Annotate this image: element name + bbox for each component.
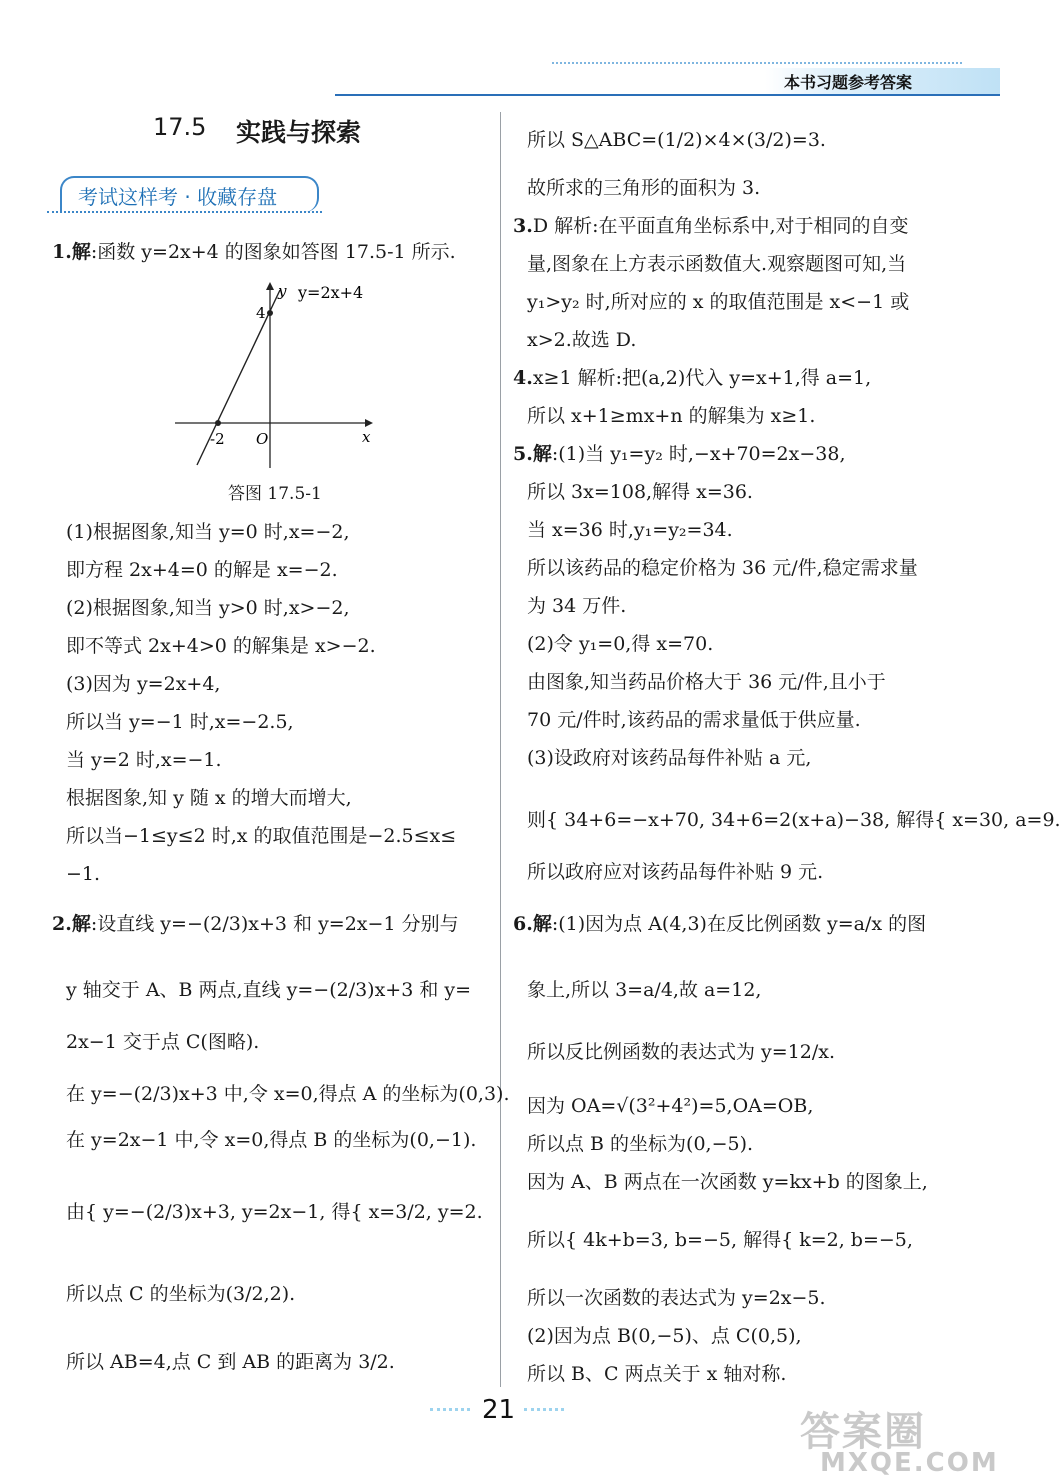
right-text: x>2.故选 D.	[527, 329, 637, 351]
watermark-logo: 答案圈	[800, 1409, 926, 1455]
left-text: 即不等式 2x+4>0 的解集是 x>−2.	[66, 635, 376, 657]
right-line	[527, 632, 713, 656]
right-line	[527, 708, 861, 732]
left-line	[66, 1350, 395, 1374]
left-line	[66, 1082, 510, 1106]
right-text: 量,图象在上方表示函数值大.观察题图可知,当	[527, 253, 907, 275]
right-line	[527, 128, 826, 152]
right-text: 所以该药品的稳定价格为 36 元/件,稳定需求量	[527, 557, 918, 579]
left-line	[66, 1200, 483, 1224]
right-line	[527, 1170, 928, 1194]
origin-label: O	[256, 430, 269, 448]
right-line	[527, 1362, 786, 1386]
left-text: (2)根据图象,知当 y>0 时,x>−2,	[66, 597, 350, 619]
left-item-number: 2.解	[52, 913, 91, 935]
right-line	[527, 518, 733, 542]
left-line	[66, 786, 352, 810]
right-line	[527, 480, 753, 504]
header-label: 本书习题参考答案	[784, 73, 913, 92]
footer-dots-left	[430, 1408, 470, 1417]
x-axis-arrow	[365, 419, 373, 427]
section-title: 实践与探索	[236, 118, 362, 147]
right-text: 所以点 B 的坐标为(0,−5).	[527, 1133, 754, 1155]
right-text: :(1)因为点 A(4,3)在反比例函数 y=a/x 的图	[551, 913, 927, 935]
right-line	[527, 404, 815, 428]
line-label: y=2x+4	[298, 283, 364, 302]
left-text: −1.	[66, 863, 101, 885]
right-line	[513, 214, 909, 238]
right-line	[527, 594, 626, 618]
left-text: 即方程 2x+4=0 的解是 x=−2.	[66, 559, 338, 581]
right-line	[513, 442, 846, 466]
left-text: 所以当−1≤y≤2 时,x 的取值范围是−2.5≤x≤	[66, 825, 457, 847]
x-tick-label: -2	[210, 430, 225, 448]
left-line	[66, 862, 100, 886]
right-text: 当 x=36 时,y₁=y₂=34.	[527, 519, 733, 541]
left-text: 由{ y=−(2/3)x+3, y=2x−1, 得{ x=3/2, y=2.	[66, 1201, 483, 1223]
right-text: 70 元/件时,该药品的需求量低于供应量.	[527, 709, 861, 731]
right-line	[527, 1132, 753, 1156]
right-item-number: 4.	[513, 367, 533, 389]
left-line	[66, 1282, 295, 1306]
right-text: :(1)当 y₁=y₂ 时,−x+70=2x−38,	[551, 443, 846, 465]
right-line	[527, 670, 886, 694]
right-line	[527, 746, 811, 770]
left-line	[66, 710, 294, 734]
right-text: 故所求的三角形的面积为 3.	[527, 177, 761, 199]
left-text: :设直线 y=−(2/3)x+3 和 y=2x−1 分别与	[90, 913, 459, 935]
right-line	[527, 1094, 813, 1118]
watermark-url: MXQE.COM	[820, 1448, 999, 1478]
right-line	[527, 1040, 835, 1064]
right-text: 为 34 万件.	[527, 595, 627, 617]
left-line	[66, 748, 222, 772]
left-line	[66, 978, 471, 1002]
graph-figure	[170, 278, 380, 478]
right-text: 所以 B、C 两点关于 x 轴对称.	[527, 1363, 787, 1385]
banner-text: 考试这样考 · 收藏存盘	[78, 185, 278, 209]
left-line	[66, 672, 220, 696]
y-axis-label: y	[278, 282, 287, 300]
right-text: 象上,所以 3=a/4,故 a=12,	[527, 979, 762, 1001]
left-line	[66, 596, 350, 620]
right-item-number: 6.解	[513, 913, 552, 935]
right-text: 所以 S△ABC=(1/2)×4×(3/2)=3.	[527, 129, 826, 151]
right-item-number: 5.解	[513, 443, 552, 465]
right-text: y₁>y₂ 时,所对应的 x 的取值范围是 x<−1 或	[527, 291, 910, 313]
right-line	[513, 912, 926, 936]
right-line	[527, 808, 1061, 832]
left-text: (1)根据图象,知当 y=0 时,x=−2,	[66, 521, 350, 543]
right-text: x≥1 解析:把(a,2)代入 y=x+1,得 a=1,	[532, 367, 872, 389]
right-line	[527, 328, 636, 352]
right-text: 因为 A、B 两点在一次函数 y=kx+b 的图象上,	[527, 1171, 928, 1193]
right-text: 所以 3x=108,解得 x=36.	[527, 481, 753, 503]
right-line	[527, 1228, 913, 1252]
x-intercept-point	[215, 420, 221, 426]
right-line	[527, 252, 906, 276]
right-item-number: 3.	[513, 215, 533, 237]
right-text: (2)因为点 B(0,−5)、点 C(0,5),	[527, 1325, 802, 1347]
banner-underline	[47, 209, 322, 213]
y-tick-label: 4	[256, 304, 266, 322]
left-line	[66, 520, 350, 544]
x-axis-label: x	[362, 428, 371, 446]
right-text: 由图象,知当药品价格大于 36 元/件,且小于	[527, 671, 886, 693]
left-text: 在 y=−(2/3)x+3 中,令 x=0,得点 A 的坐标为(0,3).	[66, 1083, 510, 1105]
section-number: 17.5	[153, 113, 207, 141]
left-line	[66, 1128, 476, 1152]
y-axis-arrow	[266, 282, 274, 290]
right-text: 所以政府应对该药品每件补贴 9 元.	[527, 861, 824, 883]
left-text: y 轴交于 A、B 两点,直线 y=−(2/3)x+3 和 y=	[66, 979, 472, 1001]
right-text: (2)令 y₁=0,得 x=70.	[527, 633, 714, 655]
right-text: 所以反比例函数的表达式为 y=12/x.	[527, 1041, 836, 1063]
left-item-number: 1.解	[52, 241, 91, 263]
right-text: (3)设政府对该药品每件补贴 a 元,	[527, 747, 812, 769]
right-line	[527, 176, 760, 200]
right-text: 所以{ 4k+b=3, b=−5, 解得{ k=2, b=−5,	[527, 1229, 913, 1251]
left-text: 当 y=2 时,x=−1.	[66, 749, 222, 771]
figure-caption: 答图 17.5-1	[228, 484, 322, 504]
right-text: 则{ 34+6=−x+70, 34+6=2(x+a)−38, 解得{ x=30, a=9.	[527, 809, 1061, 831]
right-line	[527, 978, 761, 1002]
right-line	[527, 290, 909, 314]
left-line	[66, 634, 376, 658]
left-text: 所以点 C 的坐标为(3/2,2).	[66, 1283, 296, 1305]
right-line	[527, 1324, 802, 1348]
column-divider	[500, 112, 501, 1387]
left-line	[66, 824, 456, 848]
footer-dots-right	[524, 1408, 564, 1417]
right-text: 所以一次函数的表达式为 y=2x−5.	[527, 1287, 826, 1309]
right-text: 因为 OA=√(3²+4²)=5,OA=OB,	[527, 1095, 814, 1117]
right-line	[527, 860, 823, 884]
left-line	[52, 912, 459, 936]
right-line	[527, 556, 918, 580]
right-line	[527, 1286, 826, 1310]
left-text: 所以当 y=−1 时,x=−2.5,	[66, 711, 294, 733]
right-text: D 解析:在平面直角坐标系中,对于相同的自变	[532, 215, 909, 237]
right-text: 所以 x+1≥mx+n 的解集为 x≥1.	[527, 405, 816, 427]
page-number: 21	[482, 1395, 516, 1425]
right-line	[513, 366, 871, 390]
left-line	[66, 1030, 259, 1054]
y-intercept-point	[267, 310, 273, 316]
left-text: 2x−1 交于点 C(图略).	[66, 1031, 260, 1053]
left-text: 根据图象,知 y 随 x 的增大而增大,	[66, 787, 352, 809]
left-text: 所以 AB=4,点 C 到 AB 的距离为 3/2.	[66, 1351, 395, 1373]
left-text: :函数 y=2x+4 的图象如答图 17.5-1 所示.	[90, 241, 456, 263]
left-text: (3)因为 y=2x+4,	[66, 673, 221, 695]
left-text: 在 y=2x−1 中,令 x=0,得点 B 的坐标为(0,−1).	[66, 1129, 477, 1151]
header-rule	[335, 94, 1000, 96]
left-line	[66, 558, 338, 582]
left-line	[52, 240, 456, 264]
